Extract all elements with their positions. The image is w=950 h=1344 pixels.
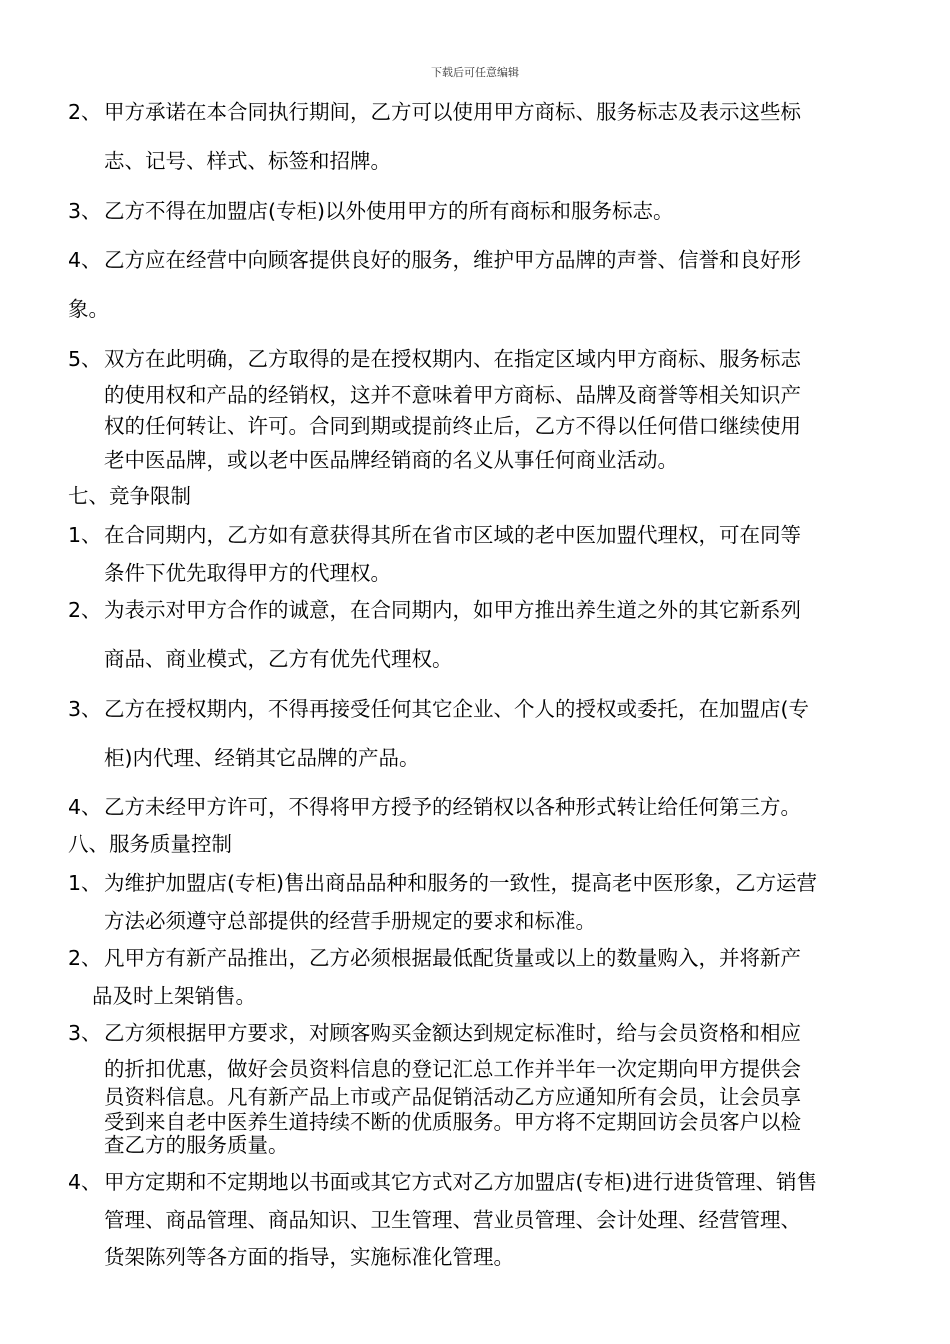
line-text: 为表示对甲方合作的诚意，在合同期内，如甲方推出养生道之外的其它新系列 [104, 598, 801, 622]
line-text: 乙方在授权期内，不得再接受任何其它企业、个人的授权或委托，在加盟店(专 [104, 697, 809, 721]
line-text: 在合同期内，乙方如有意获得其所在省市区域的老中医加盟代理权，可在同等 [104, 523, 801, 547]
item-number: 2、 [68, 100, 102, 124]
line-text: 乙方须根据甲方要求，对顾客购买金额达到规定标准时，给与会员资格和相应 [104, 1021, 801, 1045]
line-text: 的折扣优惠，做好会员资料信息的登记汇总工作并半年一次定期向甲方提供会 [104, 1057, 801, 1081]
page-header-note: 下载后可任意编辑 [431, 66, 519, 79]
line-text: 甲方定期和不定期地以书面或其它方式对乙方加盟店(专柜)进行进货管理、销售 [104, 1170, 817, 1194]
list-item [68, 100, 801, 124]
item-number: 2、 [68, 946, 102, 970]
line-text: 受到来自老中医养生道持续不断的优质服务。甲方将不定期回访会员客户以检 [104, 1110, 801, 1134]
line-text: 志、记号、样式、标签和招牌。 [104, 149, 391, 173]
line-text: 查乙方的服务质量。 [104, 1133, 289, 1157]
line-text: 管理、商品管理、商品知识、卫生管理、营业员管理、会计处理、经营管理、 [104, 1208, 801, 1232]
line-text: 乙方不得在加盟店(专柜)以外使用甲方的所有商标和服务标志。 [104, 199, 674, 223]
list-item [68, 1170, 817, 1194]
item-number: 3、 [68, 697, 102, 721]
item-number: 5、 [68, 347, 102, 371]
item-number: 4、 [68, 795, 102, 819]
item-number: 1、 [68, 523, 102, 547]
line-text: 的使用权和产品的经销权，这并不意味着甲方商标、品牌及商誉等相关知识产 [104, 383, 801, 407]
line-text: 权的任何转让、许可。合同到期或提前终止后，乙方不得以任何借口继续使用 [104, 414, 801, 438]
line-text: 条件下优先取得甲方的代理权。 [104, 561, 391, 585]
list-item [68, 248, 801, 272]
line-text: 商品、商业模式，乙方有优先代理权。 [104, 647, 453, 671]
item-number: 2、 [68, 598, 102, 622]
list-item [68, 347, 801, 371]
line-text: 甲方承诺在本合同执行期间，乙方可以使用甲方商标、服务标志及表示这些标 [104, 100, 801, 124]
item-number: 3、 [68, 1021, 102, 1045]
line-text: 乙方应在经营中向顾客提供良好的服务，维护甲方品牌的声誉、信誉和良好形 [104, 248, 801, 272]
item-number: 4、 [68, 1170, 102, 1194]
item-number: 4、 [68, 248, 102, 272]
list-item [68, 871, 817, 895]
line-text: 为维护加盟店(专柜)售出商品品种和服务的一致性，提高老中医形象，乙方运营 [104, 871, 817, 895]
list-item [68, 697, 809, 721]
list-item [68, 1021, 801, 1045]
line-text: 品及时上架销售。 [92, 984, 256, 1008]
list-item [68, 199, 674, 223]
list-item [68, 946, 801, 970]
item-number: 3、 [68, 199, 102, 223]
section-heading: 八、服务质量控制 [68, 832, 232, 856]
line-text: 象。 [68, 297, 109, 321]
line-text: 老中医品牌，或以老中医品牌经销商的名义从事任何商业活动。 [104, 448, 678, 472]
line-text: 货架陈列等各方面的指导，实施标准化管理。 [104, 1245, 514, 1269]
line-text: 乙方未经甲方许可，不得将甲方授予的经销权以各种形式转让给任何第三方。 [104, 795, 801, 819]
list-item [68, 598, 801, 622]
line-text: 双方在此明确，乙方取得的是在授权期内、在指定区域内甲方商标、服务标志 [104, 347, 801, 371]
line-text: 员资料信息。凡有新产品上市或产品促销活动乙方应通知所有会员，让会员享 [104, 1085, 801, 1109]
list-item [68, 523, 801, 547]
item-number: 1、 [68, 871, 102, 895]
line-text: 凡甲方有新产品推出，乙方必须根据最低配货量或以上的数量购入，并将新产 [104, 946, 801, 970]
section-heading: 七、竞争限制 [68, 484, 191, 508]
line-text: 柜)内代理、经销其它品牌的产品。 [104, 746, 420, 770]
list-item [68, 795, 801, 819]
line-text: 方法必须遵守总部提供的经营手册规定的要求和标准。 [104, 909, 596, 933]
